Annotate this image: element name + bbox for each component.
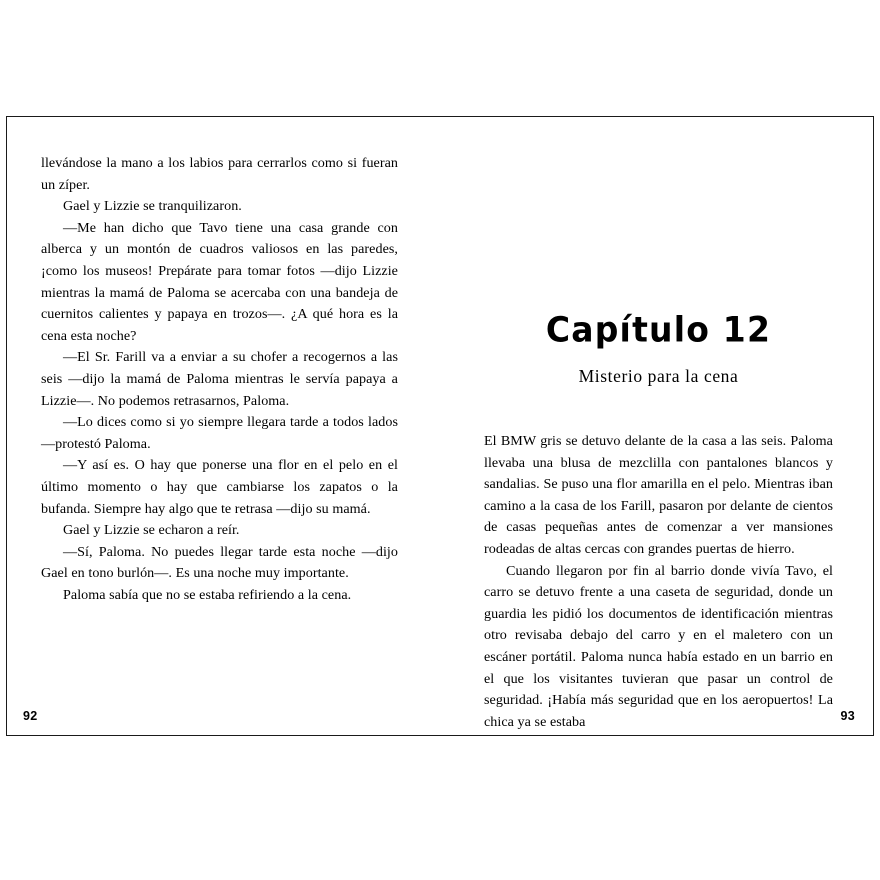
- paragraph: Gael y Lizzie se tranquilizaron.: [63, 198, 242, 215]
- page-left: [7, 117, 440, 735]
- paragraph: El BMW gris se detuvo delante de la casa a las seis. Paloma llevaba una blusa de mezclilla con pantalones blancos y sandalias. Se puso una flor amarilla en el pelo. Mientras iban camino a la casa de los Farill, pasaron por delante de cientos de casas pequeñas antes de comenzar a ver mansiones rodeadas de altas cercas con grandes puertas de hierro.: [484, 433, 833, 557]
- page-spread-frame: [6, 116, 874, 736]
- page-right: [440, 117, 873, 735]
- paragraph: —Y así es. O hay que ponerse una flor en el pelo en el último momento o hay que cambiarse los zapatos o la bufanda. Siempre hay algo que te retrasa —dijo su mamá.: [41, 457, 398, 517]
- paragraph: —Sí, Paloma. No puedes llegar tarde esta noche —dijo Gael en tono burlón—. Es una noche muy importante.: [41, 543, 398, 582]
- paragraph: Cuando llegaron por fin al barrio donde vivía Tavo, el carro se detuvo frente a una caseta de seguridad, donde un guardia les pidió los documentos de identificación mientras otro revisaba debajo del carro y en el maletero con un escáner portátil. Paloma nunca había estado en un barrio en el que los visitantes tuvieran que pasar un control de seguridad. ¡Había más seguridad que en los aeropuertos! La chica ya se estaba: [484, 562, 833, 730]
- pages-container: [7, 117, 873, 735]
- chapter-number: Capítulo 12: [545, 308, 772, 351]
- paragraph: llevándose la mano a los labios para cerrarlos como si fueran un zíper.: [41, 155, 398, 193]
- paragraph: Paloma sabía que no se estaba refiriendo a la cena.: [63, 586, 352, 603]
- paragraph: —Lo dices como si yo siempre llegara tarde a todos lados —protestó Paloma.: [41, 414, 398, 452]
- page-number-right: 93: [840, 709, 855, 723]
- chapter-title: Misterio para la cena: [578, 366, 739, 386]
- chapter-heading: [484, 308, 833, 387]
- paragraph: —El Sr. Farill va a enviar a su chofer a recogernos a las seis —dijo la mamá de Paloma mientras le servía papaya a Lizzie—. No podemos retrasarnos, Paloma.: [41, 349, 398, 409]
- paragraph: —Me han dicho que Tavo tiene una casa grande con alberca y un montón de cuadros valiosos en las paredes, ¡como los museos! Prepárate para tomar fotos —dijo Lizzie mientras la mamá de Paloma se acercaba con una bandeja de cuernitos calientes y papaya en trozos—. ¿A qué hora es la cena esta noche?: [41, 219, 398, 344]
- paragraph: Gael y Lizzie se echaron a reír.: [63, 522, 240, 539]
- right-text-block: [484, 431, 833, 733]
- left-text-block: [41, 153, 398, 606]
- page-number-left: 92: [23, 709, 38, 723]
